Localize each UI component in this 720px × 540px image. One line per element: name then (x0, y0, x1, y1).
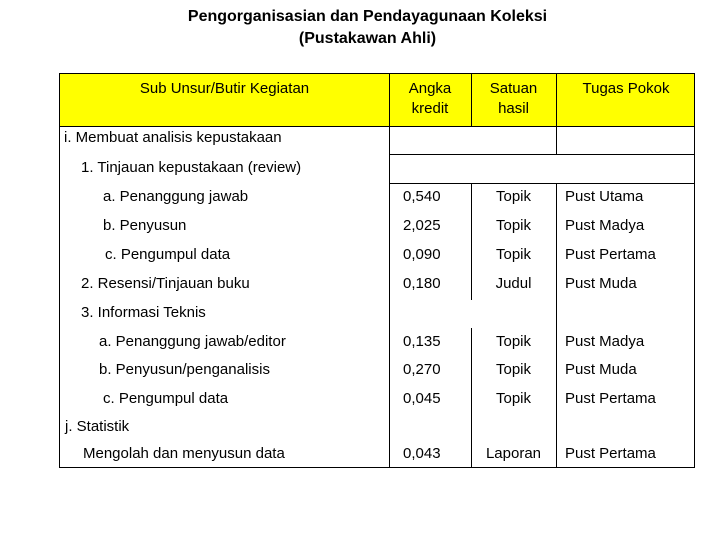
row-kredit: 0,180 (403, 275, 441, 292)
row-label: Mengolah dan menyusun data (83, 445, 285, 462)
row-tugas: Pust Muda (565, 275, 637, 292)
kegiatan-table (59, 73, 695, 468)
row-label: a. Penanggung jawab (103, 188, 249, 205)
row-kredit: 0,135 (403, 333, 441, 350)
header-col-kredit: Angka kredit (408, 80, 452, 117)
row-label: c. Pengumpul data (103, 390, 229, 407)
row-label: b. Penyusun (103, 217, 187, 234)
row-tugas: Pust Madya (565, 333, 645, 350)
header-col-satuan: Satuan hasil (489, 80, 538, 117)
row-label: 3. Informasi Teknis (81, 304, 206, 321)
row-label: 2. Resensi/Tinjauan buku (81, 275, 250, 292)
row-label: j. Statistik (65, 418, 130, 435)
row-kredit: 0,043 (403, 445, 441, 462)
row-label: c. Pengumpul data (105, 246, 231, 263)
title-line-1: Pengorganisasian dan Pendayagunaan Koleksi (187, 8, 548, 25)
row-tugas: Pust Pertama (565, 390, 656, 407)
row-satuan: Topik (495, 188, 532, 205)
row-label: b. Penyusun/penganalisis (99, 361, 270, 378)
row-kredit: 0,090 (403, 246, 441, 263)
row-satuan: Topik (495, 217, 532, 234)
row-divider-1 (389, 154, 694, 155)
row-satuan: Topik (495, 361, 532, 378)
row-tugas: Pust Utama (565, 188, 644, 205)
row-tugas: Pust Pertama (565, 246, 656, 263)
row-label: 1. Tinjauan kepustakaan (review) (81, 159, 302, 176)
row-kredit: 0,540 (403, 188, 441, 205)
row-tugas: Pust Madya (565, 217, 645, 234)
row-label: i. Membuat analisis kepustakaan (64, 129, 282, 146)
row-tugas: Pust Muda (565, 361, 637, 378)
row-divider-2 (389, 183, 694, 184)
title-line-2: (Pustakawan Ahli) (298, 30, 437, 47)
row-satuan: Topik (495, 246, 532, 263)
header-col-tugas: Tugas Pokok (582, 80, 670, 97)
row-tugas: Pust Pertama (565, 445, 656, 462)
col-divider-3b (556, 183, 557, 467)
row-satuan: Judul (495, 275, 532, 292)
header-col-kegiatan: Sub Unsur/Butir Kegiatan (139, 80, 310, 97)
col-divider-1 (389, 74, 390, 467)
row-label: a. Penanggung jawab/editor (99, 333, 286, 350)
row-satuan: Laporan (485, 445, 542, 462)
row-kredit: 0,270 (403, 361, 441, 378)
page-title (0, 6, 720, 50)
row-satuan: Topik (495, 390, 532, 407)
row-kredit: 0,045 (403, 390, 441, 407)
row-kredit: 2,025 (403, 217, 441, 234)
row-satuan: Topik (495, 333, 532, 350)
